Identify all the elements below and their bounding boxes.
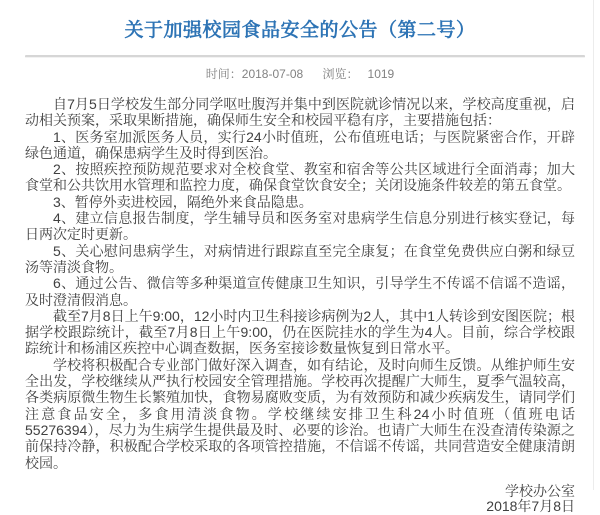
paragraph: 4、建立信息报告制度，学生辅导员和医务室对患病学生信息分别进行核实登记，每日两次定时更新。 — [25, 210, 575, 243]
page-right-border — [593, 0, 594, 490]
signature-date: 2018年7月8日 — [486, 498, 575, 515]
meta-views — [323, 65, 395, 82]
paragraph: 截至7月8日上午9:00，12小时内卫生科接诊病例为2人，其中1人转诊到安图医院；根据学校跟踪统计，截至7月8日上午9:00，仍在医院挂水的学生为4人。目前，综合学校跟踪统计和杨浦区疾控中心调查数据，医务室接诊数量恢复到日常水平。 — [25, 307, 575, 357]
signature-org: 学校办公室 — [505, 482, 575, 499]
paragraph: 学校将积极配合专业部门做好深入调查，如有结论，及时向师生反馈。从维护师生安全出发，学校继续从严执行校园安全管理措施。学校再次提醒广大师生，夏季气温较高，各类病原微生物生长繁殖加快，食物易腐败变质，为有效预防和减少疾病发生，请同学们注意食品安全，多食用清淡食物。学校继续安排卫生科24小时值班（值班电话55276394），尽力为生病学生提供最及时、必要的诊治。也请广大师生在没查清传染源之前保持冷静，积极配合学校采取的各项管控措施，不信谣不传谣，共同营造安全健康清朗校园。 — [25, 356, 575, 471]
paragraph: 5、关心慰问患病学生，对病情进行跟踪直至完全康复；在食堂免费供应白粥和绿豆汤等清淡食物。 — [25, 242, 575, 275]
paragraph: 6、通过公告、微信等多种渠道宣传健康卫生知识，引导学生不传谣不信谣不造谣，及时澄清假消息。 — [25, 275, 575, 308]
views-label: 浏览： — [322, 67, 359, 81]
time-value: 2018-07-08 — [241, 67, 304, 81]
paragraph: 3、暂停外卖进校园，隔绝外来食品隐患。 — [53, 193, 313, 210]
time-label: 时间： — [205, 67, 242, 81]
title-divider — [25, 55, 585, 58]
paragraph: 1、医务室加派医务人员，实行24小时值班，公布值班电话；与医院紧密合作，开辟绿色通道，确保患病学生及时得到医治。 — [25, 128, 575, 161]
paragraph: 2、按照疾控预防规范要求对全校食堂、教室和宿舍等公共区域进行全面消毒；加大食堂和公共饮用水管理和监控力度，确保食堂饮食安全；关闭设施条件较差的第五食堂。 — [25, 161, 575, 194]
paragraph: 自7月5日学校发生部分同学呕吐腹泻并集中到医院就诊情况以来，学校高度重视，启动相关预案，采取果断措施，确保师生安全和校园平稳有序，主要措施包括： — [25, 96, 575, 129]
views-value: 1019 — [367, 67, 395, 81]
meta-bar — [0, 65, 600, 82]
meta-time — [206, 65, 303, 82]
signature-block — [0, 484, 575, 515]
page-title: 关于加强校园食品安全的公告（第二号） — [124, 20, 476, 41]
notice-body — [25, 96, 575, 471]
